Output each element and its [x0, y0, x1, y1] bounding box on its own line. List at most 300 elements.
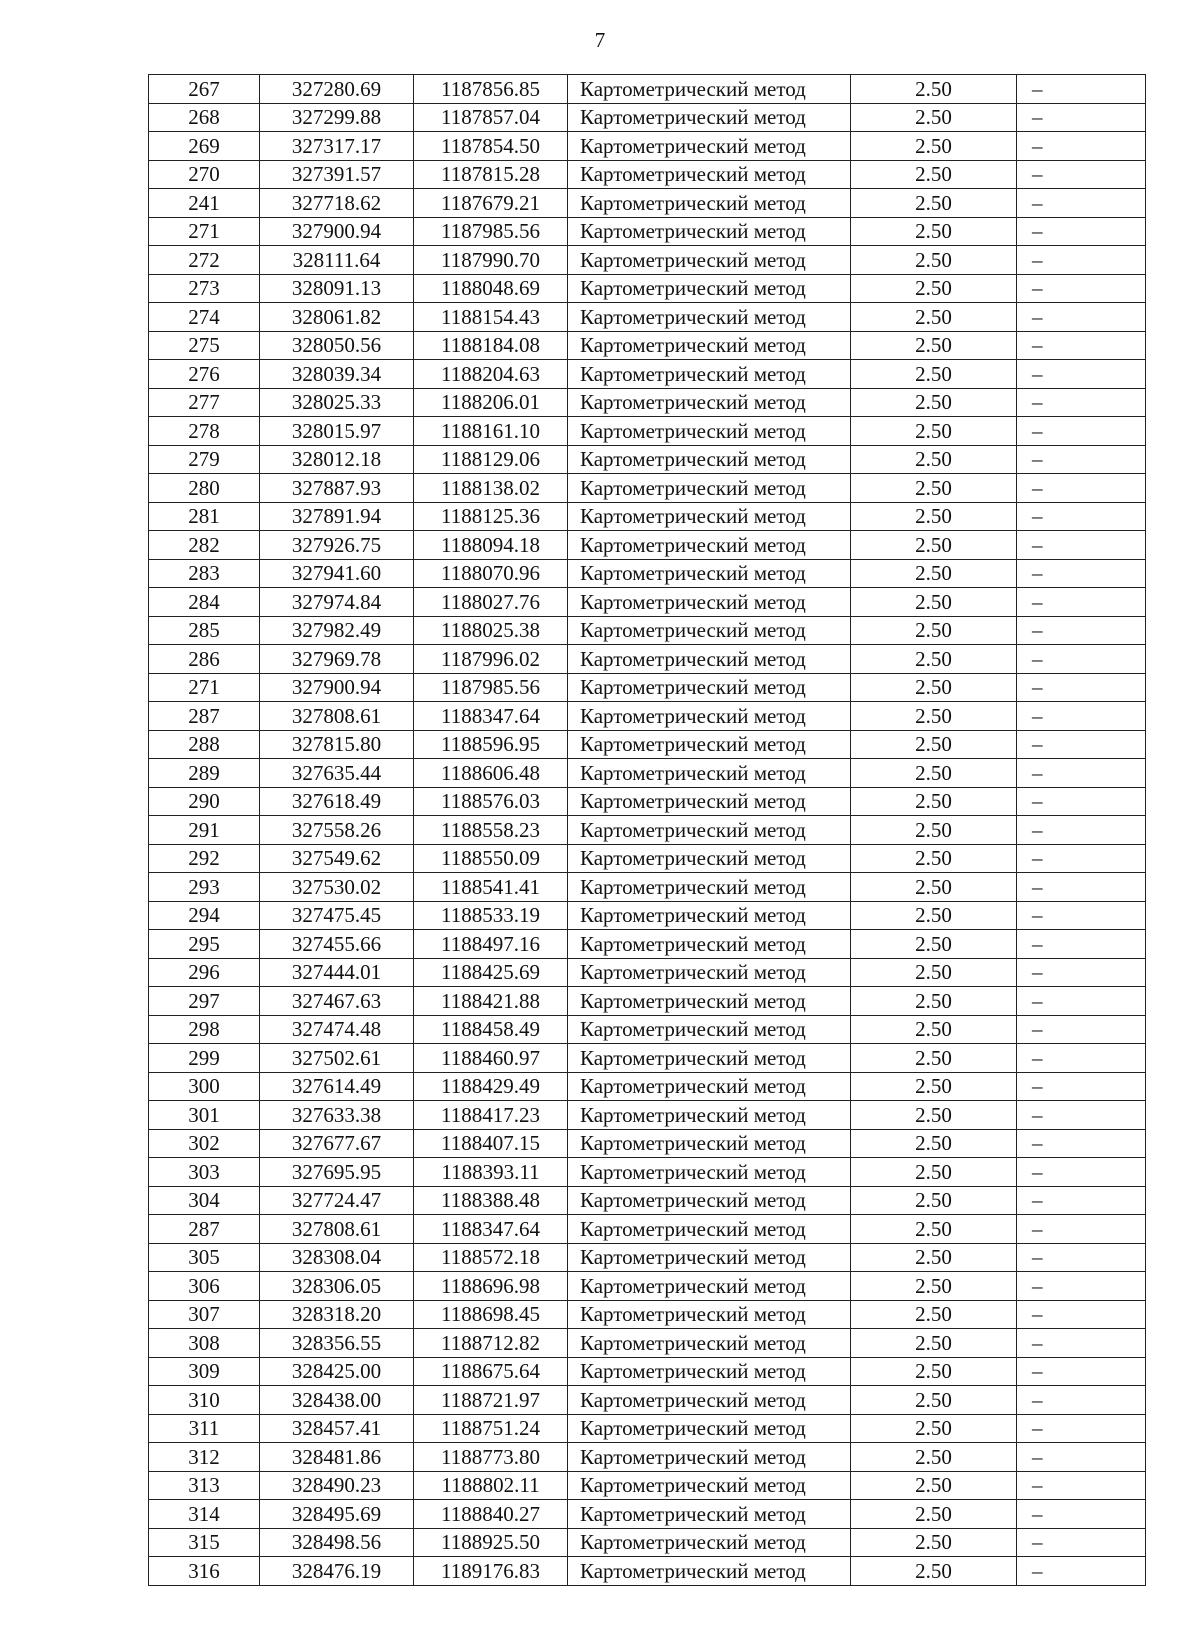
table-row — [149, 360, 1146, 389]
coordinates-table — [148, 74, 1146, 1586]
y-coordinate-cell: 1188751.24 — [414, 1414, 568, 1443]
point-number-cell: 297 — [149, 987, 260, 1016]
method-cell: Картометрический метод — [568, 1272, 851, 1301]
accuracy-cell: 2.50 — [851, 360, 1017, 389]
y-coordinate-cell: 1188206.01 — [414, 388, 568, 417]
accuracy-cell: 2.50 — [851, 1015, 1017, 1044]
y-coordinate-cell: 1188696.98 — [414, 1272, 568, 1301]
method-cell: Картометрический метод — [568, 844, 851, 873]
table-row — [149, 103, 1146, 132]
x-coordinate-cell: 328495.69 — [260, 1500, 414, 1529]
point-number-cell: 289 — [149, 759, 260, 788]
table-row — [149, 816, 1146, 845]
point-number-cell: 313 — [149, 1471, 260, 1500]
x-coordinate-cell: 328111.64 — [260, 246, 414, 275]
description-cell: – — [1017, 958, 1146, 987]
method-cell: Картометрический метод — [568, 816, 851, 845]
x-coordinate-cell: 327891.94 — [260, 502, 414, 531]
description-cell: – — [1017, 930, 1146, 959]
y-coordinate-cell: 1188698.45 — [414, 1300, 568, 1329]
method-cell: Картометрический метод — [568, 873, 851, 902]
description-cell: – — [1017, 445, 1146, 474]
accuracy-cell: 2.50 — [851, 103, 1017, 132]
description-cell: – — [1017, 730, 1146, 759]
point-number-cell: 300 — [149, 1072, 260, 1101]
description-cell: – — [1017, 616, 1146, 645]
x-coordinate-cell: 327900.94 — [260, 673, 414, 702]
y-coordinate-cell: 1188204.63 — [414, 360, 568, 389]
y-coordinate-cell: 1188576.03 — [414, 787, 568, 816]
table-row — [149, 531, 1146, 560]
x-coordinate-cell: 327474.48 — [260, 1015, 414, 1044]
table-row — [149, 1101, 1146, 1130]
description-cell: – — [1017, 360, 1146, 389]
x-coordinate-cell: 327558.26 — [260, 816, 414, 845]
accuracy-cell: 2.50 — [851, 616, 1017, 645]
description-cell: – — [1017, 1101, 1146, 1130]
accuracy-cell: 2.50 — [851, 331, 1017, 360]
accuracy-cell: 2.50 — [851, 246, 1017, 275]
accuracy-cell: 2.50 — [851, 75, 1017, 104]
y-coordinate-cell: 1188138.02 — [414, 474, 568, 503]
accuracy-cell: 2.50 — [851, 388, 1017, 417]
coordinates-table-body — [149, 75, 1146, 1586]
x-coordinate-cell: 327969.78 — [260, 645, 414, 674]
x-coordinate-cell: 327808.61 — [260, 1215, 414, 1244]
table-row — [149, 1243, 1146, 1272]
y-coordinate-cell: 1188184.08 — [414, 331, 568, 360]
table-row — [149, 1072, 1146, 1101]
y-coordinate-cell: 1188094.18 — [414, 531, 568, 560]
x-coordinate-cell: 327633.38 — [260, 1101, 414, 1130]
table-row — [149, 189, 1146, 218]
accuracy-cell: 2.50 — [851, 502, 1017, 531]
point-number-cell: 287 — [149, 1215, 260, 1244]
method-cell: Картометрический метод — [568, 1528, 851, 1557]
description-cell: – — [1017, 901, 1146, 930]
page-number: 7 — [594, 28, 606, 52]
y-coordinate-cell: 1188925.50 — [414, 1528, 568, 1557]
y-coordinate-cell: 1188025.38 — [414, 616, 568, 645]
method-cell: Картометрический метод — [568, 75, 851, 104]
point-number-cell: 298 — [149, 1015, 260, 1044]
method-cell: Картометрический метод — [568, 958, 851, 987]
table-row — [149, 474, 1146, 503]
table-row — [149, 388, 1146, 417]
description-cell: – — [1017, 388, 1146, 417]
method-cell: Картометрический метод — [568, 417, 851, 446]
point-number-cell: 276 — [149, 360, 260, 389]
table-row — [149, 1158, 1146, 1187]
table-row — [149, 246, 1146, 275]
x-coordinate-cell: 328318.20 — [260, 1300, 414, 1329]
description-cell: – — [1017, 645, 1146, 674]
y-coordinate-cell: 1188407.15 — [414, 1129, 568, 1158]
x-coordinate-cell: 328481.86 — [260, 1443, 414, 1472]
table-row — [149, 1044, 1146, 1073]
y-coordinate-cell: 1188154.43 — [414, 303, 568, 332]
method-cell: Картометрический метод — [568, 787, 851, 816]
point-number-cell: 293 — [149, 873, 260, 902]
point-number-cell: 279 — [149, 445, 260, 474]
point-number-cell: 303 — [149, 1158, 260, 1187]
description-cell: – — [1017, 331, 1146, 360]
method-cell: Картометрический метод — [568, 445, 851, 474]
y-coordinate-cell: 1188712.82 — [414, 1329, 568, 1358]
method-cell: Картометрический метод — [568, 303, 851, 332]
accuracy-cell: 2.50 — [851, 1414, 1017, 1443]
method-cell: Картометрический метод — [568, 730, 851, 759]
x-coordinate-cell: 328457.41 — [260, 1414, 414, 1443]
x-coordinate-cell: 328356.55 — [260, 1329, 414, 1358]
description-cell: – — [1017, 103, 1146, 132]
table-row — [149, 1186, 1146, 1215]
description-cell: – — [1017, 1528, 1146, 1557]
table-row — [149, 75, 1146, 104]
accuracy-cell: 2.50 — [851, 1243, 1017, 1272]
point-number-cell: 278 — [149, 417, 260, 446]
description-cell: – — [1017, 1500, 1146, 1529]
table-row — [149, 1357, 1146, 1386]
method-cell: Картометрический метод — [568, 160, 851, 189]
method-cell: Картометрический метод — [568, 1044, 851, 1073]
y-coordinate-cell: 1188497.16 — [414, 930, 568, 959]
method-cell: Картометрический метод — [568, 274, 851, 303]
point-number-cell: 299 — [149, 1044, 260, 1073]
method-cell: Картометрический метод — [568, 531, 851, 560]
y-coordinate-cell: 1188802.11 — [414, 1471, 568, 1500]
method-cell: Картометрический метод — [568, 930, 851, 959]
description-cell: – — [1017, 1471, 1146, 1500]
table-row — [149, 1471, 1146, 1500]
y-coordinate-cell: 1187996.02 — [414, 645, 568, 674]
x-coordinate-cell: 327614.49 — [260, 1072, 414, 1101]
table-row — [149, 160, 1146, 189]
x-coordinate-cell: 327718.62 — [260, 189, 414, 218]
x-coordinate-cell: 327317.17 — [260, 132, 414, 161]
method-cell: Картометрический метод — [568, 217, 851, 246]
method-cell: Картометрический метод — [568, 559, 851, 588]
description-cell: – — [1017, 303, 1146, 332]
point-number-cell: 304 — [149, 1186, 260, 1215]
y-coordinate-cell: 1188721.97 — [414, 1386, 568, 1415]
method-cell: Картометрический метод — [568, 1557, 851, 1586]
method-cell: Картометрический метод — [568, 1300, 851, 1329]
accuracy-cell: 2.50 — [851, 1044, 1017, 1073]
accuracy-cell: 2.50 — [851, 987, 1017, 1016]
x-coordinate-cell: 328438.00 — [260, 1386, 414, 1415]
point-number-cell: 312 — [149, 1443, 260, 1472]
description-cell: – — [1017, 588, 1146, 617]
table-row — [149, 1215, 1146, 1244]
x-coordinate-cell: 327724.47 — [260, 1186, 414, 1215]
y-coordinate-cell: 1187990.70 — [414, 246, 568, 275]
x-coordinate-cell: 327455.66 — [260, 930, 414, 959]
accuracy-cell: 2.50 — [851, 1215, 1017, 1244]
y-coordinate-cell: 1187985.56 — [414, 673, 568, 702]
accuracy-cell: 2.50 — [851, 531, 1017, 560]
description-cell: – — [1017, 673, 1146, 702]
y-coordinate-cell: 1188048.69 — [414, 274, 568, 303]
y-coordinate-cell: 1188550.09 — [414, 844, 568, 873]
x-coordinate-cell: 327618.49 — [260, 787, 414, 816]
description-cell: – — [1017, 759, 1146, 788]
point-number-cell: 275 — [149, 331, 260, 360]
y-coordinate-cell: 1188421.88 — [414, 987, 568, 1016]
y-coordinate-cell: 1188773.80 — [414, 1443, 568, 1472]
accuracy-cell: 2.50 — [851, 189, 1017, 218]
description-cell: – — [1017, 502, 1146, 531]
method-cell: Картометрический метод — [568, 1386, 851, 1415]
method-cell: Картометрический метод — [568, 1158, 851, 1187]
table-row — [149, 702, 1146, 731]
accuracy-cell: 2.50 — [851, 759, 1017, 788]
method-cell: Картометрический метод — [568, 331, 851, 360]
accuracy-cell: 2.50 — [851, 1272, 1017, 1301]
description-cell: – — [1017, 189, 1146, 218]
point-number-cell: 283 — [149, 559, 260, 588]
table-row — [149, 673, 1146, 702]
x-coordinate-cell: 327280.69 — [260, 75, 414, 104]
point-number-cell: 307 — [149, 1300, 260, 1329]
description-cell: – — [1017, 873, 1146, 902]
table-row — [149, 502, 1146, 531]
table-row — [149, 930, 1146, 959]
description-cell: – — [1017, 844, 1146, 873]
accuracy-cell: 2.50 — [851, 930, 1017, 959]
method-cell: Картометрический метод — [568, 1357, 851, 1386]
description-cell: – — [1017, 702, 1146, 731]
description-cell: – — [1017, 1443, 1146, 1472]
accuracy-cell: 2.50 — [851, 417, 1017, 446]
table-row — [149, 645, 1146, 674]
y-coordinate-cell: 1188027.76 — [414, 588, 568, 617]
x-coordinate-cell: 327695.95 — [260, 1158, 414, 1187]
x-coordinate-cell: 327926.75 — [260, 531, 414, 560]
table-row — [149, 901, 1146, 930]
point-number-cell: 292 — [149, 844, 260, 873]
method-cell: Картометрический метод — [568, 673, 851, 702]
table-row — [149, 1528, 1146, 1557]
method-cell: Картометрический метод — [568, 901, 851, 930]
y-coordinate-cell: 1188417.23 — [414, 1101, 568, 1130]
point-number-cell: 285 — [149, 616, 260, 645]
description-cell: – — [1017, 1072, 1146, 1101]
accuracy-cell: 2.50 — [851, 474, 1017, 503]
description-cell: – — [1017, 474, 1146, 503]
description-cell: – — [1017, 217, 1146, 246]
point-number-cell: 288 — [149, 730, 260, 759]
y-coordinate-cell: 1189176.83 — [414, 1557, 568, 1586]
table-row — [149, 730, 1146, 759]
y-coordinate-cell: 1188558.23 — [414, 816, 568, 845]
point-number-cell: 273 — [149, 274, 260, 303]
accuracy-cell: 2.50 — [851, 1329, 1017, 1358]
description-cell: – — [1017, 1158, 1146, 1187]
point-number-cell: 291 — [149, 816, 260, 845]
accuracy-cell: 2.50 — [851, 816, 1017, 845]
accuracy-cell: 2.50 — [851, 217, 1017, 246]
y-coordinate-cell: 1188129.06 — [414, 445, 568, 474]
point-number-cell: 281 — [149, 502, 260, 531]
x-coordinate-cell: 328306.05 — [260, 1272, 414, 1301]
point-number-cell: 274 — [149, 303, 260, 332]
x-coordinate-cell: 327635.44 — [260, 759, 414, 788]
point-number-cell: 282 — [149, 531, 260, 560]
method-cell: Картометрический метод — [568, 502, 851, 531]
x-coordinate-cell: 327502.61 — [260, 1044, 414, 1073]
table-row — [149, 873, 1146, 902]
x-coordinate-cell: 327475.45 — [260, 901, 414, 930]
x-coordinate-cell: 327887.93 — [260, 474, 414, 503]
table-row — [149, 132, 1146, 161]
x-coordinate-cell: 327941.60 — [260, 559, 414, 588]
x-coordinate-cell: 327299.88 — [260, 103, 414, 132]
accuracy-cell: 2.50 — [851, 160, 1017, 189]
method-cell: Картометрический метод — [568, 1443, 851, 1472]
description-cell: – — [1017, 1414, 1146, 1443]
point-number-cell: 287 — [149, 702, 260, 731]
y-coordinate-cell: 1188606.48 — [414, 759, 568, 788]
x-coordinate-cell: 327677.67 — [260, 1129, 414, 1158]
description-cell: – — [1017, 246, 1146, 275]
x-coordinate-cell: 328025.33 — [260, 388, 414, 417]
point-number-cell: 305 — [149, 1243, 260, 1272]
point-number-cell: 301 — [149, 1101, 260, 1130]
accuracy-cell: 2.50 — [851, 303, 1017, 332]
y-coordinate-cell: 1188458.49 — [414, 1015, 568, 1044]
table-row — [149, 274, 1146, 303]
point-number-cell: 268 — [149, 103, 260, 132]
accuracy-cell: 2.50 — [851, 901, 1017, 930]
accuracy-cell: 2.50 — [851, 1357, 1017, 1386]
x-coordinate-cell: 328015.97 — [260, 417, 414, 446]
point-number-cell: 316 — [149, 1557, 260, 1586]
accuracy-cell: 2.50 — [851, 132, 1017, 161]
accuracy-cell: 2.50 — [851, 1186, 1017, 1215]
description-cell: – — [1017, 1300, 1146, 1329]
y-coordinate-cell: 1187857.04 — [414, 103, 568, 132]
method-cell: Картометрический метод — [568, 1471, 851, 1500]
description-cell: – — [1017, 787, 1146, 816]
table-row — [149, 331, 1146, 360]
description-cell: – — [1017, 816, 1146, 845]
point-number-cell: 310 — [149, 1386, 260, 1415]
description-cell: – — [1017, 1357, 1146, 1386]
point-number-cell: 314 — [149, 1500, 260, 1529]
accuracy-cell: 2.50 — [851, 844, 1017, 873]
x-coordinate-cell: 328490.23 — [260, 1471, 414, 1500]
accuracy-cell: 2.50 — [851, 958, 1017, 987]
x-coordinate-cell: 328425.00 — [260, 1357, 414, 1386]
y-coordinate-cell: 1188429.49 — [414, 1072, 568, 1101]
x-coordinate-cell: 328061.82 — [260, 303, 414, 332]
accuracy-cell: 2.50 — [851, 1443, 1017, 1472]
x-coordinate-cell: 327549.62 — [260, 844, 414, 873]
table-row — [149, 303, 1146, 332]
y-coordinate-cell: 1188572.18 — [414, 1243, 568, 1272]
x-coordinate-cell: 327974.84 — [260, 588, 414, 617]
method-cell: Картометрический метод — [568, 1072, 851, 1101]
accuracy-cell: 2.50 — [851, 673, 1017, 702]
point-number-cell: 271 — [149, 673, 260, 702]
y-coordinate-cell: 1188161.10 — [414, 417, 568, 446]
table-row — [149, 1414, 1146, 1443]
point-number-cell: 309 — [149, 1357, 260, 1386]
table-row — [149, 417, 1146, 446]
description-cell: – — [1017, 559, 1146, 588]
table-row — [149, 759, 1146, 788]
point-number-cell: 241 — [149, 189, 260, 218]
method-cell: Картометрический метод — [568, 616, 851, 645]
y-coordinate-cell: 1188533.19 — [414, 901, 568, 930]
point-number-cell: 286 — [149, 645, 260, 674]
accuracy-cell: 2.50 — [851, 1557, 1017, 1586]
method-cell: Картометрический метод — [568, 132, 851, 161]
table-row — [149, 217, 1146, 246]
description-cell: – — [1017, 274, 1146, 303]
point-number-cell: 295 — [149, 930, 260, 959]
table-row — [149, 987, 1146, 1016]
accuracy-cell: 2.50 — [851, 1300, 1017, 1329]
x-coordinate-cell: 327530.02 — [260, 873, 414, 902]
y-coordinate-cell: 1188541.41 — [414, 873, 568, 902]
description-cell: – — [1017, 1215, 1146, 1244]
x-coordinate-cell: 327982.49 — [260, 616, 414, 645]
method-cell: Картометрический метод — [568, 1186, 851, 1215]
method-cell: Картометрический метод — [568, 1215, 851, 1244]
method-cell: Картометрический метод — [568, 1329, 851, 1358]
x-coordinate-cell: 327444.01 — [260, 958, 414, 987]
accuracy-cell: 2.50 — [851, 1101, 1017, 1130]
method-cell: Картометрический метод — [568, 702, 851, 731]
table-row — [149, 559, 1146, 588]
accuracy-cell: 2.50 — [851, 1528, 1017, 1557]
y-coordinate-cell: 1188347.64 — [414, 1215, 568, 1244]
description-cell: – — [1017, 1557, 1146, 1586]
method-cell: Картометрический метод — [568, 246, 851, 275]
method-cell: Картометрический метод — [568, 388, 851, 417]
x-coordinate-cell: 328050.56 — [260, 331, 414, 360]
point-number-cell: 308 — [149, 1329, 260, 1358]
method-cell: Картометрический метод — [568, 645, 851, 674]
table-row — [149, 787, 1146, 816]
x-coordinate-cell: 327467.63 — [260, 987, 414, 1016]
point-number-cell: 272 — [149, 246, 260, 275]
accuracy-cell: 2.50 — [851, 445, 1017, 474]
method-cell: Картометрический метод — [568, 360, 851, 389]
x-coordinate-cell: 328498.56 — [260, 1528, 414, 1557]
y-coordinate-cell: 1187815.28 — [414, 160, 568, 189]
table-row — [149, 1129, 1146, 1158]
y-coordinate-cell: 1187679.21 — [414, 189, 568, 218]
point-number-cell: 306 — [149, 1272, 260, 1301]
method-cell: Картометрический метод — [568, 1129, 851, 1158]
description-cell: – — [1017, 1386, 1146, 1415]
table-row — [149, 844, 1146, 873]
accuracy-cell: 2.50 — [851, 588, 1017, 617]
y-coordinate-cell: 1187854.50 — [414, 132, 568, 161]
y-coordinate-cell: 1188425.69 — [414, 958, 568, 987]
method-cell: Картометрический метод — [568, 1500, 851, 1529]
description-cell: – — [1017, 132, 1146, 161]
point-number-cell: 269 — [149, 132, 260, 161]
point-number-cell: 296 — [149, 958, 260, 987]
table-row — [149, 1272, 1146, 1301]
point-number-cell: 294 — [149, 901, 260, 930]
y-coordinate-cell: 1188840.27 — [414, 1500, 568, 1529]
method-cell: Картометрический метод — [568, 588, 851, 617]
